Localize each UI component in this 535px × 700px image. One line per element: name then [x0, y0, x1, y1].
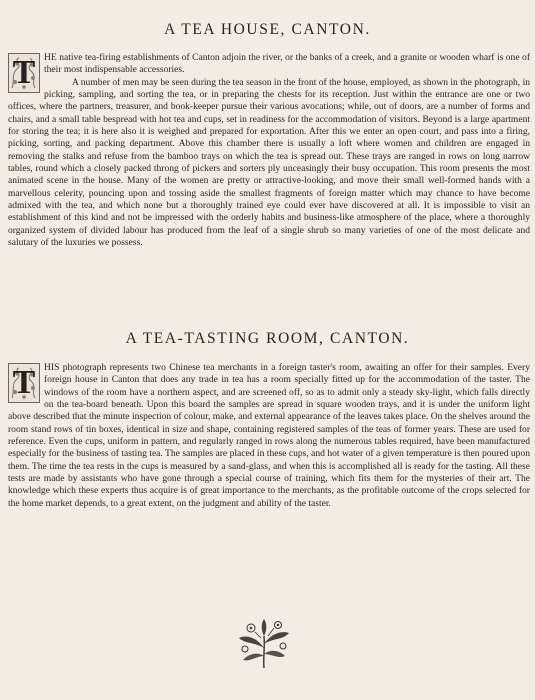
dropcap-letter: T [12, 54, 36, 91]
tea-sprig-ornament-icon [233, 618, 295, 670]
dropcap-tea-tasting-room [8, 363, 40, 403]
section-lead-paragraph: HE native tea-firing establishments of Canton adjoin the river, or the banks of a creek, and a granite or wooden wharf is one of their most indispensable accessories. [44, 52, 530, 76]
section-title-tea-tasting-room: A TEA-TASTING ROOM, CANTON. [125, 330, 410, 347]
section-tea-house [8, 52, 530, 250]
section-title-tea-house: A TEA HOUSE, CANTON. [164, 21, 371, 38]
dropcap-letter: T [12, 364, 36, 401]
section-body-paragraph: A number of men may be seen during the tea season in the front of the house, employed, as shown in the photograph, in picking, sampling, and sorting the tea, or in preparing the chests for its reception. Just within the entrance are one or two offices, where the partners, treasurer, and book-keeper pursue their various avocations; while, out of doors, are a number of forms and chairs, and a small table bespread with hot tea and cups, set in readiness for the accommodation of visitors. Beyond is a large apartment for storing the tea; it is here also it is weighed and prepared for exportation. After this we enter an open court, and pass into a firing, picking, sorting, and packing department. Above this chamber there is usually a loft where women and children are engaged in removing the stalks and refuse from the bamboo trays on which the tea is spread out. These trays are ranged in rows on long narrow tables, round which a closely packed throng of pickers and sorters ply unceasingly their busy occupation. This room presents the most animated scene in the house. Many of the women are pretty or attractive-looking, and move their small well-formed hands with a marvellous celerity, pouncing upon and tossing aside the smallest fragments of foreign matter which may chance to have become admixed with the tea, and which none but a thoroughly trained eye could ever have discovered at all. It is impossible to visit an establishment of this kind and not be impressed with the orderly habits and business-like atmosphere of the place, where a thoroughly organized system of divided labour has produced from the leaf of a single shrub so many varieties of one of the most delicate and salutary of the luxuries we possess. [8, 76, 530, 249]
section-body-paragraph: HIS photograph represents two Chinese tea merchants in a foreign taster's room, awaiting an offer for their samples. Every foreign house in Canton that does any trade in tea has a room specially fitted up for the accommodation of the taster. The windows of the room have a northern aspect, and are screened off, so as to admit only a steady sky-light, which falls directly on the tea-board beneath. Upon this board the samples are spread in square wooden trays, and it is under the uniform light above described that the minute inspection of colour, make, and external appearance of the leaves takes place. On the shelves around the room stand rows of tin boxes, identical in size and shape, containing registered samples of the teas of former years. These are used for reference. Even the cups, uniform in pattern, and regularly ranged in rows along the numerous tables required, have been manufactured especially for the business of tasting tea. The samples are placed in these cups, and hot water of a given temperature is then poured upon them. The time the tea rests in the cups is measured by a sand-glass, and when this is accomplished all is ready for the tasting. All these tests are made by assistants who have gone through a special course of training, which fits them for the mysteries of their art. The knowledge which these experts thus acquire is of great importance to the merchants, as the profitable outcome of the crops selected for the home market depends, to a great extent, on the judgment and ability of the taster. [8, 362, 530, 509]
section-tea-tasting-room [8, 362, 530, 510]
dropcap-tea-house [8, 53, 40, 93]
